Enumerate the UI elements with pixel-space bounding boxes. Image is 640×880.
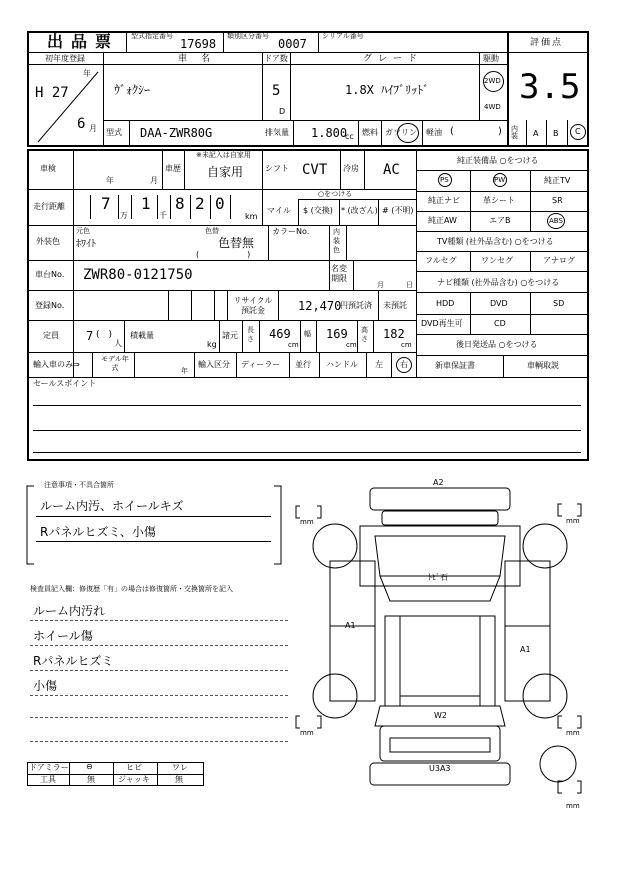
first-reg-label: 初年度登録 (45, 54, 85, 63)
history-label: 車歴 (165, 164, 181, 173)
drive-label: 駆動 (483, 54, 499, 63)
color-change-label: 色替 (205, 227, 219, 235)
class-value: 0007 (278, 37, 307, 51)
import-label: 輸入車のみ⇒ (33, 360, 80, 369)
sales-line-1 (33, 405, 581, 406)
inspection-month-unit: 月 (150, 176, 158, 185)
interior-c: C (575, 127, 581, 136)
jack-label: ジャッキ (118, 775, 150, 784)
mm-front-right: mm (566, 517, 580, 525)
grade-label: グレード (363, 54, 424, 64)
sales-point-label: セールスポイント (33, 379, 97, 388)
note-line-1: ルーム内汚、ホイールキズ (40, 499, 184, 513)
month-unit: 月 (89, 124, 97, 133)
jack-value: 無 (175, 775, 183, 784)
load-label: 積載量 (130, 331, 154, 340)
shift-label: シフト (265, 164, 289, 173)
manual-label: 車輌取説 (527, 361, 559, 370)
type-label: 型式 (106, 128, 122, 137)
sd-label: SD (553, 299, 565, 308)
drive-4wd: 4WD (484, 103, 501, 111)
ac-label: 冷房 (343, 164, 359, 173)
altered-mark: * (改ざん) (341, 206, 378, 215)
shift-value: CVT (302, 162, 328, 178)
mileage-digit-3: 8 (175, 194, 185, 213)
height-value: 182 (383, 327, 405, 341)
handle-left: 左 (375, 360, 383, 369)
tool-label: 工具 (40, 775, 56, 784)
door-mirror-mark: ⊖ (86, 762, 93, 771)
height-label: 高さ (361, 326, 368, 343)
grade-value: 1.8X ﾊｲﾌﾞﾘｯﾄﾞ (345, 83, 430, 97)
interior-color-label: 内装色 (333, 228, 340, 254)
oneseg-label: ワンセグ (481, 256, 513, 265)
tv-label: 純正TV (544, 176, 571, 185)
orig-color-label: 元色 (76, 227, 90, 235)
diagram-topi: ﾄﾋﾞ石 (428, 573, 448, 582)
sen-unit: 千 (159, 211, 167, 220)
mile-unit: マイル (267, 206, 291, 215)
fuel-gasoline: ガソリン (385, 128, 417, 137)
sales-line-3 (33, 452, 581, 453)
handle-right: 右 (400, 360, 408, 369)
name-label: 車名 (178, 54, 225, 64)
dvd-label: DVD (490, 299, 508, 308)
light-oil: 軽油 (426, 128, 442, 137)
reg-label: 登録No. (35, 301, 65, 310)
import-class-label: 輸入区分 (198, 360, 230, 369)
fuel-selected-circle (397, 123, 419, 143)
hdd-label: HDD (436, 299, 455, 308)
load-unit: kg (207, 340, 217, 349)
length-label: 長さ (247, 326, 254, 343)
unknown-mark: # (不明) (382, 206, 414, 215)
mileage-digit-2: 1 (141, 194, 151, 213)
model-year-unit: 年 (181, 367, 188, 375)
inspection-label: 車検 (40, 164, 56, 173)
attach-note: ○をつける (318, 190, 353, 198)
cc-unit: cc (345, 132, 354, 141)
name-change-label: 名変期限 (331, 264, 347, 283)
capacity-label: 定員 (43, 331, 59, 340)
history-note: ※未記入は自家用 (196, 151, 251, 159)
mm-rear-left: mm (300, 729, 314, 737)
interior-b: B (553, 129, 559, 138)
later-label: 後日発送品 ○をつける (456, 340, 538, 349)
sr-label: SR (552, 196, 563, 205)
recycle-unit: 円預託済 (340, 301, 372, 310)
diagram-a1-right: A1 (520, 645, 531, 654)
ps-label: PS (440, 176, 449, 184)
note-line-2: Rパネルヒズミ、小傷 (40, 525, 156, 539)
dealer-option: ディーラー (241, 360, 281, 369)
km-unit: km (245, 212, 258, 221)
cd-label: CD (494, 319, 506, 328)
warranty-label: 新車保証書 (435, 361, 475, 370)
drive-2wd: 2WD (484, 77, 501, 85)
recycle-value: 12,470 (298, 299, 342, 313)
year-unit: 年 (83, 69, 91, 78)
airbag-label: エアB (489, 216, 511, 225)
inspector-line-4: 小傷 (33, 679, 58, 693)
mileage-label: 走行距離 (33, 202, 65, 211)
width-unit: cm (346, 341, 357, 349)
oem-label: 純正装備品 ○をつける (457, 156, 539, 165)
score-value: 3.5 (519, 67, 581, 107)
light-oil-paren-close: ) (498, 126, 502, 137)
diagram-w2: W2 (434, 711, 447, 720)
handle-label: ハンドル (326, 360, 358, 369)
model-cert-value: 17698 (180, 37, 217, 51)
crack-label: ワレ (172, 763, 188, 772)
orig-color-value: ﾎﾜｲﾄ (76, 239, 96, 250)
recycle-label: リサイクル預託金 (233, 296, 273, 315)
diagram-a1-left: A1 (345, 621, 356, 630)
dim-label: 諸元 (222, 331, 238, 340)
light-oil-paren: ( (450, 126, 454, 137)
first-reg-era: H 27 (35, 85, 69, 101)
tv-type-label: TV種類 (社外品含む) ○をつける (437, 237, 554, 246)
model-cert-label: 型式指定番号 (131, 32, 173, 40)
vehicle-name: ｳﾞｫｸｼｰ (114, 83, 151, 97)
height-unit: cm (401, 341, 412, 349)
displacement-label: 排気量 (265, 128, 289, 137)
notes-title: 注意事項・不具合箇所 (44, 481, 114, 489)
name-change-month: 月 (377, 281, 384, 289)
analog-label: アナログ (543, 256, 575, 265)
mileage-digit-4: 2 (195, 194, 205, 213)
door-suffix: D (279, 107, 286, 116)
exterior-color-label: 外装色 (36, 237, 60, 246)
capacity-unit: 人 (114, 339, 122, 348)
navi-type-label: ナビ種類 (社外品含む) ○をつける (437, 278, 560, 287)
dvd-play-label: DVD再生可 (421, 319, 463, 328)
inspector-line-2: ホイール傷 (33, 629, 93, 643)
mileage-digit-1: 7 (101, 194, 111, 213)
displacement-value: 1.800 (311, 126, 348, 140)
capacity-value: 7 (86, 329, 94, 343)
leather-label: 革シート (483, 196, 515, 205)
abs-label: ABS (549, 217, 563, 225)
inspector-line-1: ルーム内汚れ (33, 604, 106, 618)
inspector-label: 検査員記入欄：修復歴「有」の場合は修復箇所・交換箇所を記入 (30, 585, 233, 593)
door-mirror-label: ドアミラー (29, 763, 69, 772)
history-value: 自家用 (207, 165, 244, 179)
first-reg-slash (30, 64, 104, 148)
first-reg-month: 6 (77, 116, 86, 132)
inspector-line-3: Rパネルヒズミ (33, 654, 114, 668)
type-value: DAA-ZWR80G (140, 126, 213, 140)
class-label: 類別区分番号 (227, 32, 269, 40)
crack-small-label: ヒビ (126, 763, 142, 772)
inspection-year-unit: 年 (106, 176, 114, 185)
recycle-status: 未預託 (383, 301, 407, 310)
page-title: 出品票 (47, 32, 120, 51)
color-no-label: カラーNo. (272, 227, 310, 236)
navi-label: 純正ナビ (428, 196, 460, 205)
width-label: 幅 (304, 330, 311, 338)
diagram-u3a3: U3A3 (429, 764, 451, 773)
chassis-label: 車台No. (35, 270, 65, 279)
width-value: 169 (326, 327, 348, 341)
fuel-label: 燃料 (362, 128, 378, 137)
score-label: 評価点 (530, 38, 564, 48)
diagram-a2: A2 (433, 478, 444, 487)
ac-value: AC (383, 162, 400, 178)
parallel-option: 並行 (295, 360, 311, 369)
pw-label: PW (494, 176, 506, 184)
aw-label: 純正AW (428, 216, 457, 225)
tool-value: 無 (87, 775, 95, 784)
model-year-label: モデル年式 (101, 355, 129, 372)
capacity-paren: ( ) (96, 330, 113, 340)
interior-label: 内装 (511, 125, 518, 140)
length-unit: cm (288, 341, 299, 349)
man-unit: 万 (120, 211, 128, 220)
interior-a: A (533, 129, 539, 138)
mm-front-left: mm (300, 518, 314, 526)
chassis-value: ZWR80-0121750 (83, 267, 193, 283)
name-change-day: 日 (406, 281, 413, 289)
serial-label: シリアル番号 (322, 32, 364, 40)
mm-spare: mm (566, 802, 580, 810)
door-count: 5 (272, 83, 281, 99)
sales-line-2 (33, 430, 581, 431)
color-change-value: 色替無 (218, 236, 255, 250)
mm-rear-right: mm (566, 729, 580, 737)
exchange-mark: $ (交換) (303, 206, 333, 215)
doors-label: ドア数 (264, 54, 288, 63)
length-value: 469 (269, 327, 291, 341)
color-change-paren: ( ) (196, 250, 251, 259)
fullseg-label: フルセグ (425, 256, 457, 265)
mileage-digit-5: 0 (215, 194, 225, 213)
